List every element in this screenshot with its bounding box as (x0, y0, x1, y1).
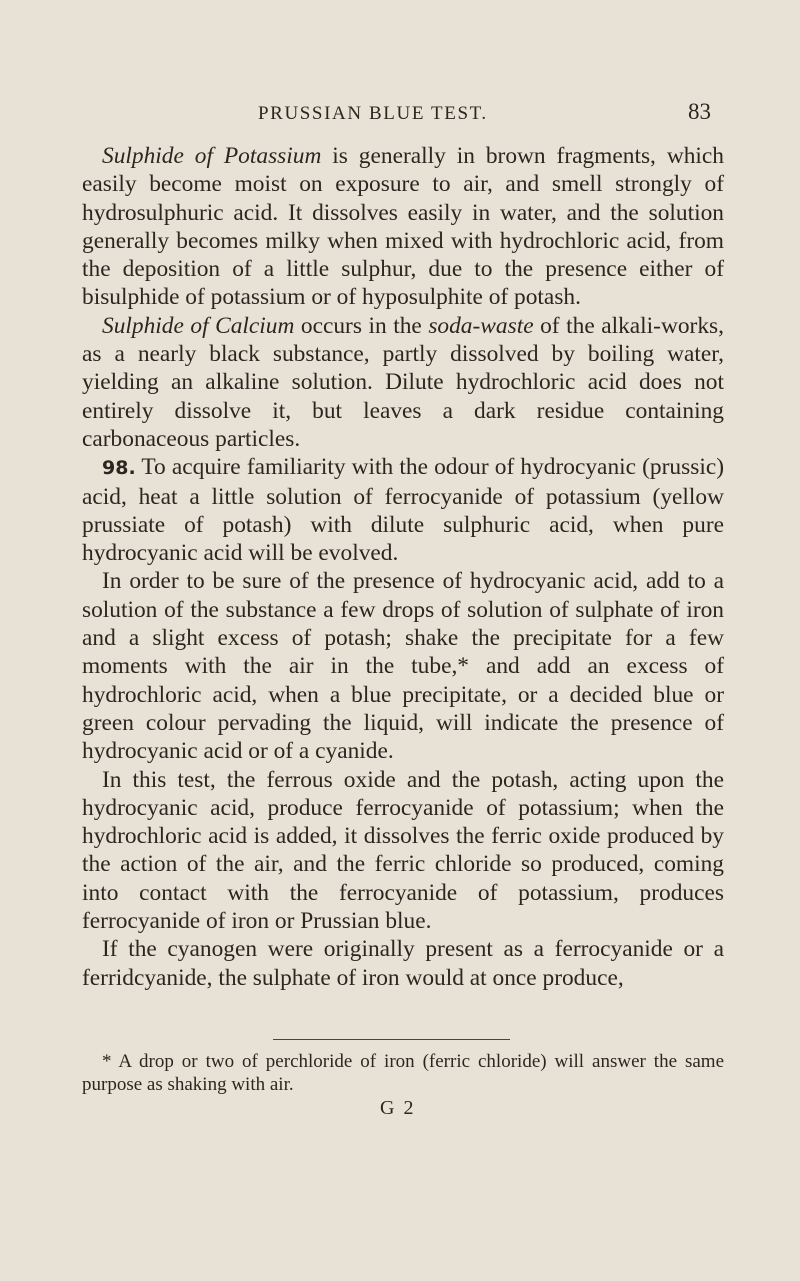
paragraph-test-explanation (82, 766, 724, 936)
paragraph-text: In this test, the ferrous oxide and the potash, acting upon the hydrocyanic acid, produce ferrocyanide of potassium; when the hydrochloric acid is added, it dissolves the ferric oxide produced by the action of the air, and the ferric chloride so produced, coming into contact with the ferrocyanide of potassium, produces ferrocyanide of iron or Prussian blue. (82, 766, 724, 935)
paragraph-test-procedure (82, 567, 724, 765)
paragraph-text: is generally in brown fragments, which easily become moist on exposure to air, and smell strongly of hydrosulphuric acid. It dissolves easily in water, and the solution generally becomes milky when mixed with hydrochloric acid, from the deposition of a little sulphur, due to the presence either of bisulphide of potassium or of hyposulphite of potash. (82, 143, 724, 311)
body-text (82, 142, 724, 992)
paragraph-text: If the cyanogen were originally present as a ferrocyanide or a ferridcyanide, the sulphate of iron would at once produce, (82, 936, 724, 991)
paragraph-cyanogen (82, 935, 724, 992)
page-number: 83 (688, 99, 711, 124)
paragraph-italic-term: soda-waste (428, 312, 534, 339)
paragraph-text: occurs in the (294, 312, 429, 339)
paragraph-text: of the alkali-works, as a nearly black substance, partly dissolved by boiling water, yielding an alkaline solution. Dilute hydrochloric acid does not entirely dissolve it, but leaves a dark residue containing carbonaceous particles. (82, 312, 724, 452)
paragraph-lead: Sulphide of Potassium (102, 143, 322, 169)
paragraph-sulphide-calcium (82, 312, 724, 453)
signature-mark: G 2 (380, 1097, 416, 1119)
paragraph-text: In order to be sure of the presence of hydrocyanic acid, add to a solution of the substance a few drops of solution of sulphate of iron and a slight excess of potash; shake the precipitate for a few moments with the air in the tube,* and add an excess of hydrochloric acid, when a blue precipitate, or a decided blue or green colour pervading the liquid, will indicate the presence of hydrocyanic acid or of a cyanide. (82, 568, 724, 765)
footnote (82, 1050, 724, 1096)
paragraph-98 (82, 453, 724, 567)
footnote-rule (273, 1039, 510, 1040)
paragraph-lead: Sulphide of Calcium (102, 312, 295, 339)
section-number: 98. (102, 457, 136, 480)
running-title: PRUSSIAN BLUE TEST. (258, 103, 488, 124)
paragraph-sulphide-potassium (82, 142, 724, 312)
footnote-text: * A drop or two of perchloride of iron (ferric chloride) will answer the same purpose as shaking with air. (82, 1051, 724, 1095)
paragraph-text: To acquire familiarity with the odour of hydrocyanic (prussic) acid, heat a little solution of ferrocyanide of potassium (yellow prussiate of potash) with dilute sulphuric acid, when pure hydrocyanic acid will be evolved. (82, 454, 724, 567)
running-head (0, 99, 800, 129)
